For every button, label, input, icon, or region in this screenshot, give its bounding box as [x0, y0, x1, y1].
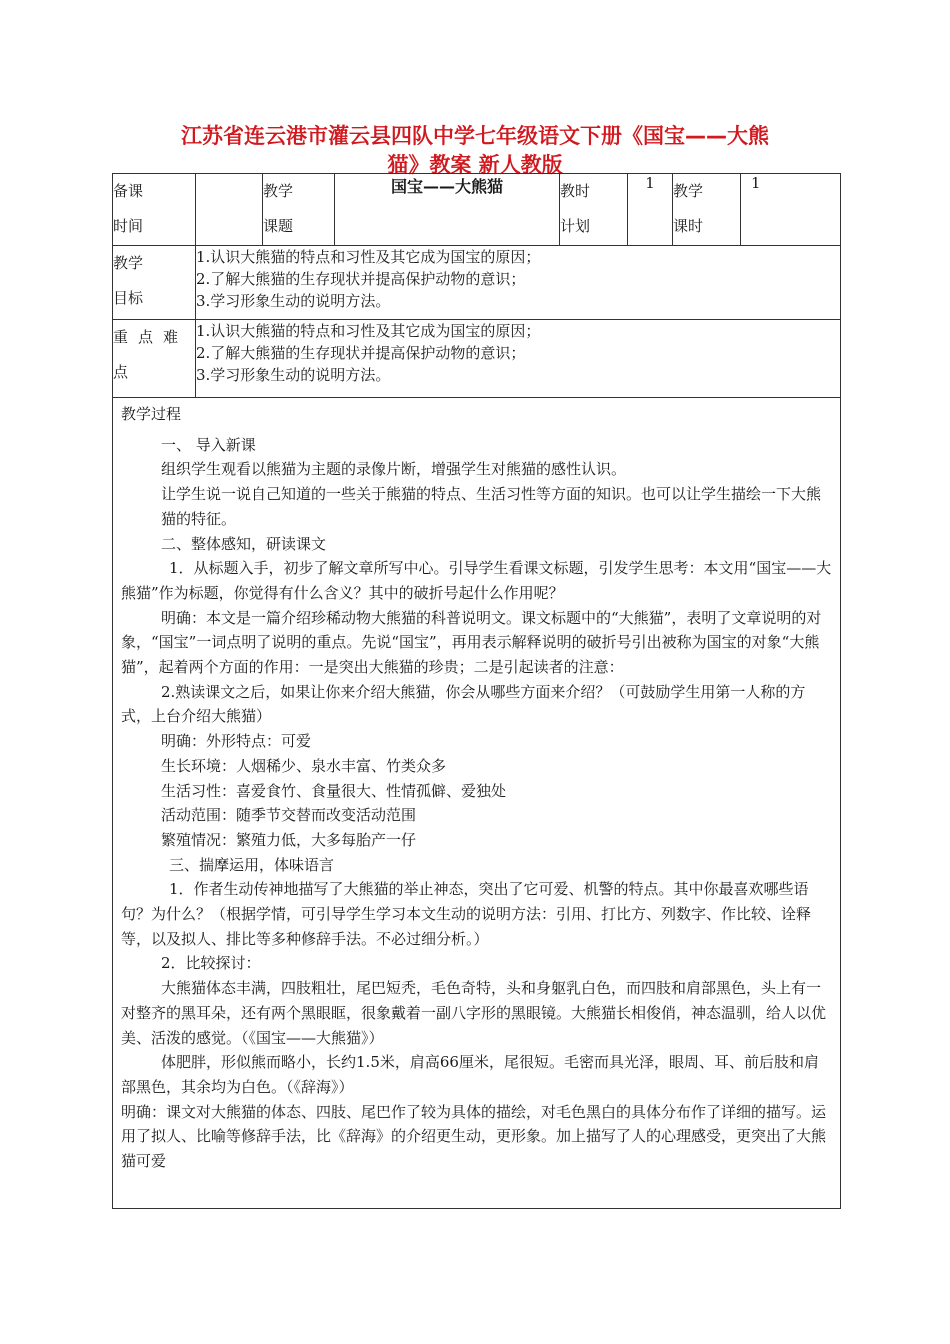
paragraph: 繁殖情况：繁殖力低，大多每胎产一仔 — [161, 830, 417, 849]
list-item: 2.了解大熊猫的生存现状并提高保护动物的意识； — [196, 344, 526, 362]
paragraph: 1．作者生动传神地描写了大熊猫的举止神态，突出了它可爱、机警的特点。其中你最喜欢哪些语句？为什么？（根据学情，可引导学生学习本文生动的说明方法：引用、打比方、列数字、作比较、诠释等，以及拟人、排比等多种修辞手法。不必过细分析。） — [121, 880, 812, 948]
paragraph: 1．从标题入手，初步了解文章所写中心。引导学生看课文标题，引发学生思考：本文用“国宝——大熊猫”作为标题，你觉得有什么含义？其中的破折号起什么作用呢？ — [121, 559, 832, 602]
list-item: 1.认识大熊猫的特点和习性及其它成为国宝的原因； — [196, 248, 541, 266]
hours-label: 教学 课时 — [673, 174, 741, 246]
list-item: 1.认识大熊猫的特点和习性及其它成为国宝的原因； — [196, 322, 541, 340]
section-title: 三、揣摩运用，体味语言 — [169, 855, 335, 874]
prep-time-label: 备课 时间 — [113, 174, 196, 246]
objectives-list — [196, 246, 841, 320]
list-item: 3.学习形象生动的说明方法。 — [196, 366, 391, 384]
key-points-row — [113, 320, 841, 398]
paragraph: 2.熟读课文之后，如果让你来介绍大熊猫，你会从哪些方面来介绍？（可鼓励学生用第一人称的方式，上台介绍大熊猫） — [121, 682, 806, 726]
document-title-line2: 猫》教案 新人教版 — [387, 153, 563, 177]
paragraph: 明确：外形特点：可爱 — [161, 732, 312, 751]
process-row — [113, 398, 841, 1209]
key-points-list — [196, 320, 841, 398]
paragraph: 明确：本文是一篇介绍珍稀动物大熊猫的科普说明文。课文标题中的“大熊猫”，表明了文章说明的对象，“国宝”一词点明了说明的重点。先说“国宝”，再用表示解释说明的破折号引出被称为国宝的对象“大熊猫”，起着两个方面的作用：一是突出大熊猫的珍贵；二是引起读者的注意： — [121, 608, 822, 677]
lesson-plan-table — [112, 173, 841, 1209]
paragraph: 活动范围：随季节交替而改变活动范围 — [161, 806, 417, 825]
paragraph: 让学生说一说自己知道的一些关于熊猫的特点、生活习性等方面的知识。也可以让学生描绘一下大熊猫的特征。 — [161, 485, 822, 528]
header-row — [113, 174, 841, 246]
paragraph: 明确：课文对大熊猫的体态、四肢、尾巴作了较为具体的描绘，对毛色黑白的具体分布作了详细的描写。运用了拟人、比喻等修辞手法，比《辞海》的介绍更生动，更形象。加上描写了人的心理感受，更突出了大熊猫可爱 — [121, 1102, 827, 1171]
objectives-label: 教学 目标 — [113, 246, 196, 320]
prep-time-value — [196, 174, 263, 246]
paragraph: 生长环境：人烟稀少、泉水丰富、竹类众多 — [161, 756, 447, 775]
hours-value: 1 — [741, 174, 841, 246]
paragraph: 组织学生观看以熊猫为主题的录像片断，增强学生对熊猫的感性认识。 — [161, 460, 627, 479]
paragraph: 2．比较探讨： — [161, 954, 261, 973]
document-title — [110, 122, 840, 180]
lesson-topic: 国宝——大熊猫 — [335, 174, 560, 246]
key-points-label: 重点难 点 — [113, 320, 196, 398]
paragraph: 生活习性：喜爱食竹、食量很大、性情孤僻、爱独处 — [161, 781, 507, 800]
process-heading: 教学过程 — [121, 405, 182, 423]
section-title: 一、 导入新课 — [161, 435, 256, 454]
list-item: 3.学习形象生动的说明方法。 — [196, 292, 391, 310]
document-title-line1: 江苏省连云港市灌云县四队中学七年级语文下册《国宝——大熊 — [181, 124, 769, 148]
teaching-process — [113, 398, 841, 1209]
paragraph: 大熊猫体态丰满，四肢粗壮，尾巴短秃，毛色奇特，头和身躯乳白色，而四肢和肩部黑色，头上有一对整齐的黑耳朵，还有两个黑眼眶，很象戴着一副八字形的黑眼镜。大熊猫长相俊俏，神态温驯，给人以优美、活泼的感觉。（《国宝——大熊猫》） — [121, 979, 827, 1047]
subject-label: 教学 课题 — [263, 174, 335, 246]
section-title: 二、整体感知，研读课文 — [161, 534, 327, 553]
plan-value: 1 — [628, 174, 673, 246]
objectives-row — [113, 246, 841, 320]
list-item: 2.了解大熊猫的生存现状并提高保护动物的意识； — [196, 270, 526, 288]
paragraph: 体肥胖，形似熊而略小，长约1.5米，肩高66厘米，尾很短。毛密而具光泽，眼周、耳、前后肢和肩部黑色，其余均为白色。（《辞海》） — [121, 1053, 819, 1096]
plan-label: 教时 计划 — [560, 174, 628, 246]
